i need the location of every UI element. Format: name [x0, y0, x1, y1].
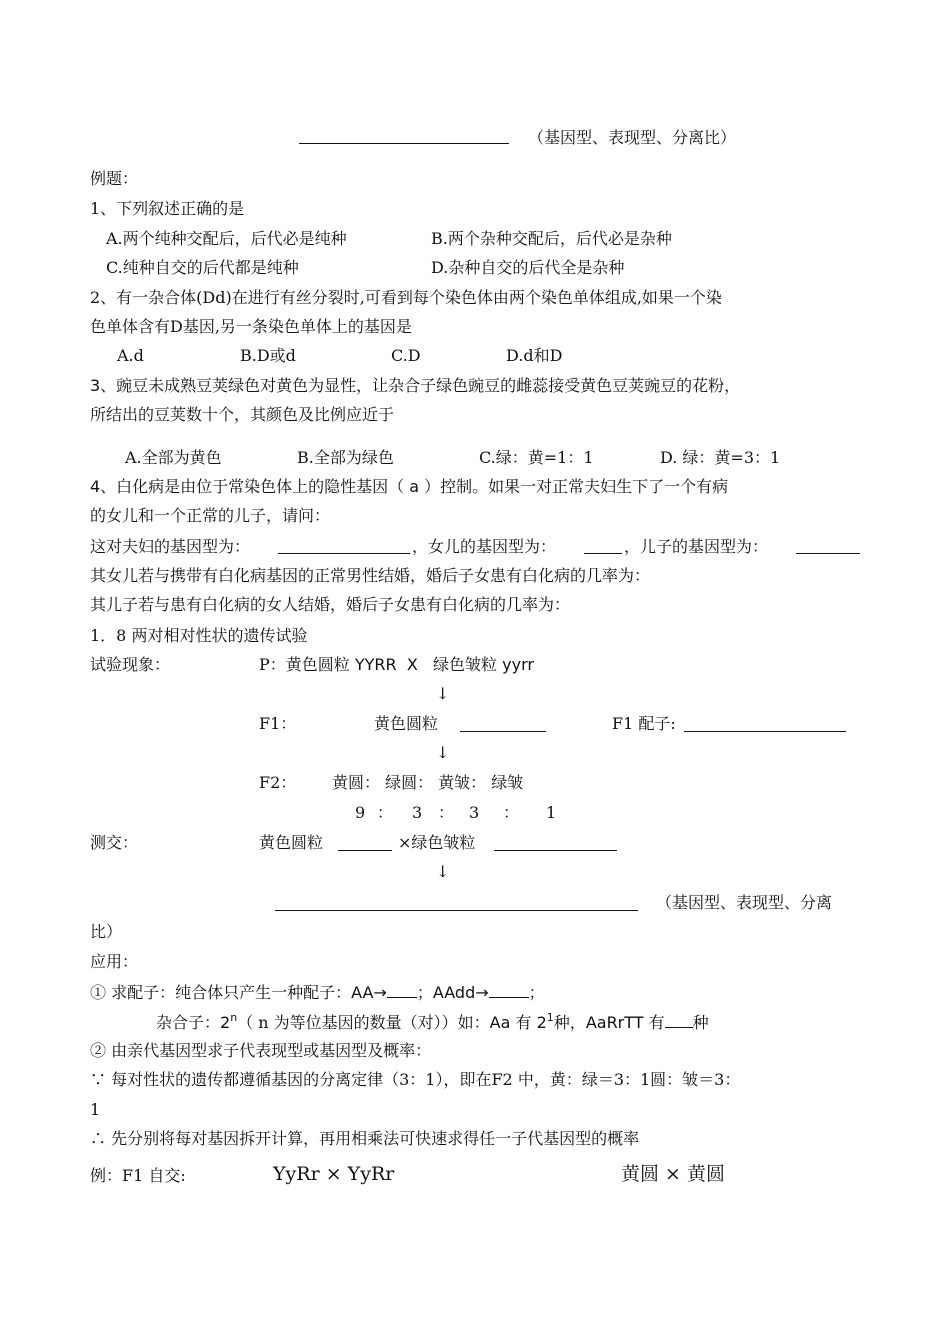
f1-genotype-blank[interactable] [460, 716, 546, 732]
q3-option-d: D. 绿：黄=3：1 [660, 448, 781, 467]
q4-son-blank[interactable] [796, 538, 860, 554]
item1b-has2: 有 [643, 1013, 665, 1032]
q1-option-c: C.纯种自交的后代都是纯种 [106, 258, 299, 277]
testcross-label: 测交： [90, 833, 139, 852]
q4-parents-label: 这对夫妇的基因型为： [90, 537, 251, 556]
item1b-blank[interactable] [665, 1012, 693, 1028]
q3-option-a: A.全部为黄色 [125, 448, 222, 467]
testcross-blank-1[interactable] [338, 835, 392, 851]
q3-stem-line1: 3、豌豆未成熟豆荚绿色对黄色为显性，让杂合子绿色豌豆的雌蕊接受黄色豆荚豌豆的花粉， [90, 376, 741, 395]
q4-stem-line2: 的女儿和一个正常的儿子，请问： [90, 506, 331, 525]
q3-option-c: C.绿：黄=1：1 [479, 448, 594, 467]
example-label: 例：F1 自交: [90, 1166, 186, 1185]
item1-end: ； [528, 983, 545, 1002]
f2-ratio-colon: ： [503, 803, 520, 822]
f1-gamete-blank[interactable] [684, 716, 846, 732]
arrow-down-icon: ↓ [436, 862, 450, 881]
examples-title: 例题： [90, 169, 139, 188]
testcross-blank-2[interactable] [494, 835, 617, 851]
q2-stem-line2: 色单体含有D基因,另一条染色单体上的基因是 [90, 317, 412, 336]
application-item1 [90, 982, 545, 1003]
q2-option-c: C.D [391, 346, 421, 365]
item1-aa-blank[interactable] [387, 982, 417, 998]
example-genotype-cross: YyRr × YyRr [273, 1163, 395, 1185]
item1b-label: 杂合子： [156, 1013, 221, 1032]
item1-aadd: AAdd→ [432, 983, 489, 1002]
p-cross [259, 655, 534, 675]
q2-stem-line1: 2、有一杂合体(Dd)在进行有丝分裂时,可看到每个染色体由两个染色单体组成,如果一个染 [90, 288, 722, 307]
q2-option-d: D.d和D [506, 346, 563, 365]
because-line1: ∵ 每对性状的遗传都遵循基因的分离定律（3：1），即在F2 中，黄：绿＝3：1圆：皱＝3： [90, 1070, 741, 1089]
application-item1b [156, 1012, 709, 1033]
testcross-result-paren-cont: 比） [90, 922, 123, 941]
testcross-result-blank[interactable] [275, 895, 638, 911]
cross-symbol: X [406, 655, 418, 674]
f2-ratio-9: 9 [355, 803, 366, 822]
q4-daughter-blank[interactable] [584, 538, 622, 554]
f2-ratio-3a: 3 [412, 803, 423, 822]
header-blank[interactable] [299, 128, 509, 144]
item1b-exponent-1: 1 [546, 1010, 554, 1024]
item1b-exponent: n [230, 1010, 238, 1024]
f1-gamete-label: F1 配子: [612, 714, 676, 733]
item1-semicolon: ； [416, 983, 433, 1002]
q3-stem-line2: 所结出的豆荚数十个，其颜色及比例应近于 [90, 405, 395, 424]
p-genotype-yyrr-dominant: YYRR [354, 655, 397, 674]
item1b-two: 2 [220, 1013, 231, 1032]
f2-ratio-1: 1 [546, 803, 557, 822]
q2-option-b: B.D或d [240, 346, 296, 365]
item1b-two2: 2 [536, 1013, 547, 1032]
p-green-wrinkled: 绿色皱粒 [433, 655, 503, 674]
item1b-has: 有 [510, 1013, 537, 1032]
p-cross-prefix: P：黄色圆粒 [259, 655, 355, 674]
testcross-result-paren: （基因型、表现型、分离 [656, 893, 833, 912]
item1b-aa: Aa [489, 1013, 511, 1032]
f2-phenotypes: 黄圆： 绿圆： 黄皱： 绿皱 [332, 773, 524, 792]
header-paren: （基因型、表现型、分离比） [528, 128, 737, 147]
example-phenotype-cross: 黄圆 × 黄圆 [621, 1163, 725, 1185]
testcross-green-wrinkled: ×绿色皱粒 [398, 833, 476, 852]
therefore-line: ∴ 先分别将每对基因拆开计算，再用相乘法可快速求得任一子代基因型的概率 [90, 1129, 640, 1148]
item1-aa: AA→ [351, 983, 387, 1002]
f2-label: F2： [259, 773, 297, 792]
application-item2: ② 由亲代基因型求子代表现型或基因型及概率： [90, 1041, 432, 1060]
q4-daughter-label: ，女儿的基因型为： [412, 537, 557, 556]
arrow-down-icon: ↓ [436, 743, 450, 762]
q1-option-b: B.两个杂种交配后，后代必是杂种 [431, 229, 672, 248]
arrow-down-icon: ↓ [436, 684, 450, 703]
section-title: 1．8 两对相对性状的遗传试验 [90, 626, 308, 645]
q4-parents-blank[interactable] [278, 538, 410, 554]
q4-daughter-question: 其女儿若与携带有白化病基因的正常男性结婚，婚后子女患有白化病的几率为： [90, 566, 651, 585]
q4-son-question: 其儿子若与患有白化病的女人结婚，婚后子女患有白化病的几率为： [90, 595, 571, 614]
q2-option-a: A.d [117, 346, 144, 365]
f2-ratio-3b: 3 [469, 803, 480, 822]
q4-stem-line1: 4、白化病是由位于常染色体上的隐性基因（ a ）控制。如果一对正常夫妇生下了一个有病 [90, 477, 729, 496]
item1b-note: （ n 为等位基因的数量（对））如： [237, 1013, 490, 1032]
phenomenon-label: 试验现象： [90, 655, 171, 674]
because-line2: 1 [90, 1100, 101, 1119]
testcross-yellow-round: 黄色圆粒 [259, 833, 324, 852]
q4-son-label: ，儿子的基因型为： [624, 537, 769, 556]
item1-aadd-blank[interactable] [489, 982, 529, 998]
f2-ratio-colon: ： [377, 803, 394, 822]
item1-text: ① 求配子：纯合体只产生一种配子： [90, 983, 352, 1002]
application-title: 应用： [90, 952, 139, 971]
q1-option-d: D.杂种自交的后代全是杂种 [431, 258, 625, 277]
item1b-kind: 种， [553, 1013, 586, 1032]
f1-label: F1： [259, 714, 297, 733]
item1b-aarrtt: AaRrTT [585, 1013, 644, 1032]
q3-option-b: B.全部为绿色 [297, 448, 394, 467]
p-genotype-yyrr-recessive: yyrr [502, 655, 534, 674]
f2-ratio-colon: ： [438, 803, 455, 822]
f1-phenotype: 黄色圆粒 [374, 714, 439, 733]
q1-option-a: A.两个纯种交配后，后代必是纯种 [106, 229, 347, 248]
q1-stem: 1、下列叙述正确的是 [90, 199, 245, 218]
item1b-kind2: 种 [692, 1013, 709, 1032]
